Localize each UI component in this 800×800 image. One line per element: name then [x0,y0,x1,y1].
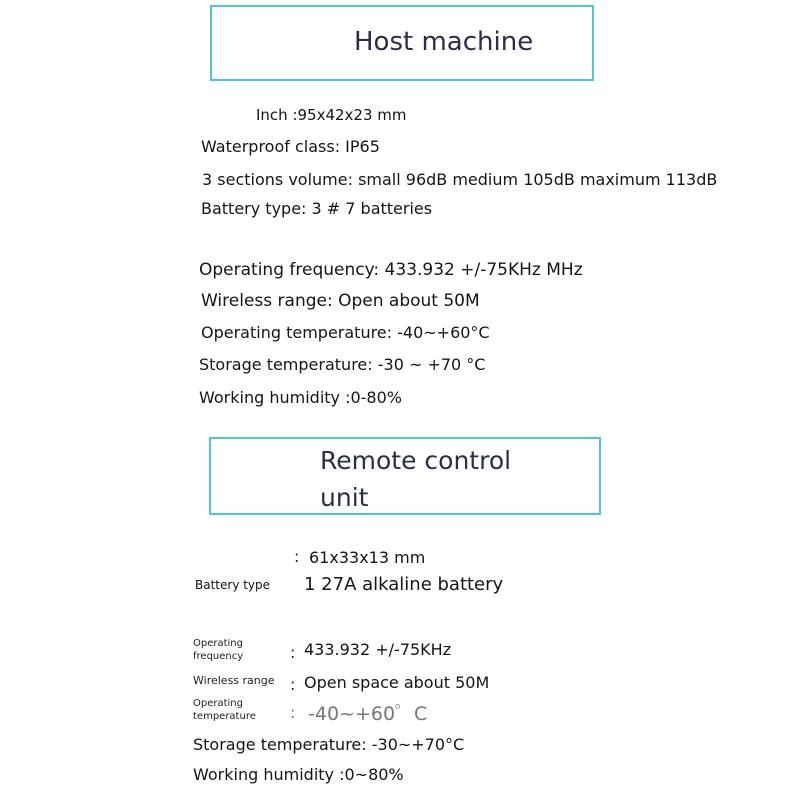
temp-colon: : [290,703,296,722]
frequency-colon: : [290,643,296,662]
remote-frequency-value: 433.932 +/-75KHz [304,640,452,659]
remote-control-title-line2: unit [320,483,369,512]
remote-range-value: Open space about 50M [304,673,490,692]
size-colon: : [294,547,300,566]
host-spec-waterproof: Waterproof class: IP65 [201,137,380,156]
remote-control-title-line1: Remote control [320,446,512,475]
remote-range-label: Wireless range [193,674,275,687]
remote-battery-label: Battery type [195,578,271,592]
range-colon: : [290,675,296,694]
host-spec-battery: Battery type: 3 # 7 batteries [201,199,433,218]
remote-spec-size: 61x33x13 mm [309,548,426,567]
remote-frequency-label-2: frequency [193,651,244,662]
remote-storage-temp: Storage temperature: -30~+70°C [193,735,465,754]
host-spec-operating-temp: Operating temperature: -40~+60°C [201,323,490,342]
host-spec-frequency: Operating frequency: 433.932 +/-75KHz MHz [199,260,583,280]
host-spec-wireless-range: Wireless range: Open about 50M [201,291,480,311]
host-spec-size: Inch :95x42x23 mm [256,106,407,124]
remote-temp-value: -40~+60゜C [308,703,428,725]
remote-battery-value: 1 27A alkaline battery [304,574,504,595]
host-spec-humidity: Working humidity :0-80% [199,388,402,407]
host-machine-title: Host machine [354,27,534,57]
remote-temp-label-2: temperature [193,711,256,722]
remote-humidity: Working humidity :0~80% [193,765,404,784]
host-spec-volume: 3 sections volume: small 96dB medium 105dB maximum 113dB [202,170,718,189]
host-spec-storage-temp: Storage temperature: -30 ~ +70 °C [199,355,486,374]
remote-frequency-label-1: Operating [193,638,243,649]
remote-temp-label-1: Operating [193,698,243,709]
